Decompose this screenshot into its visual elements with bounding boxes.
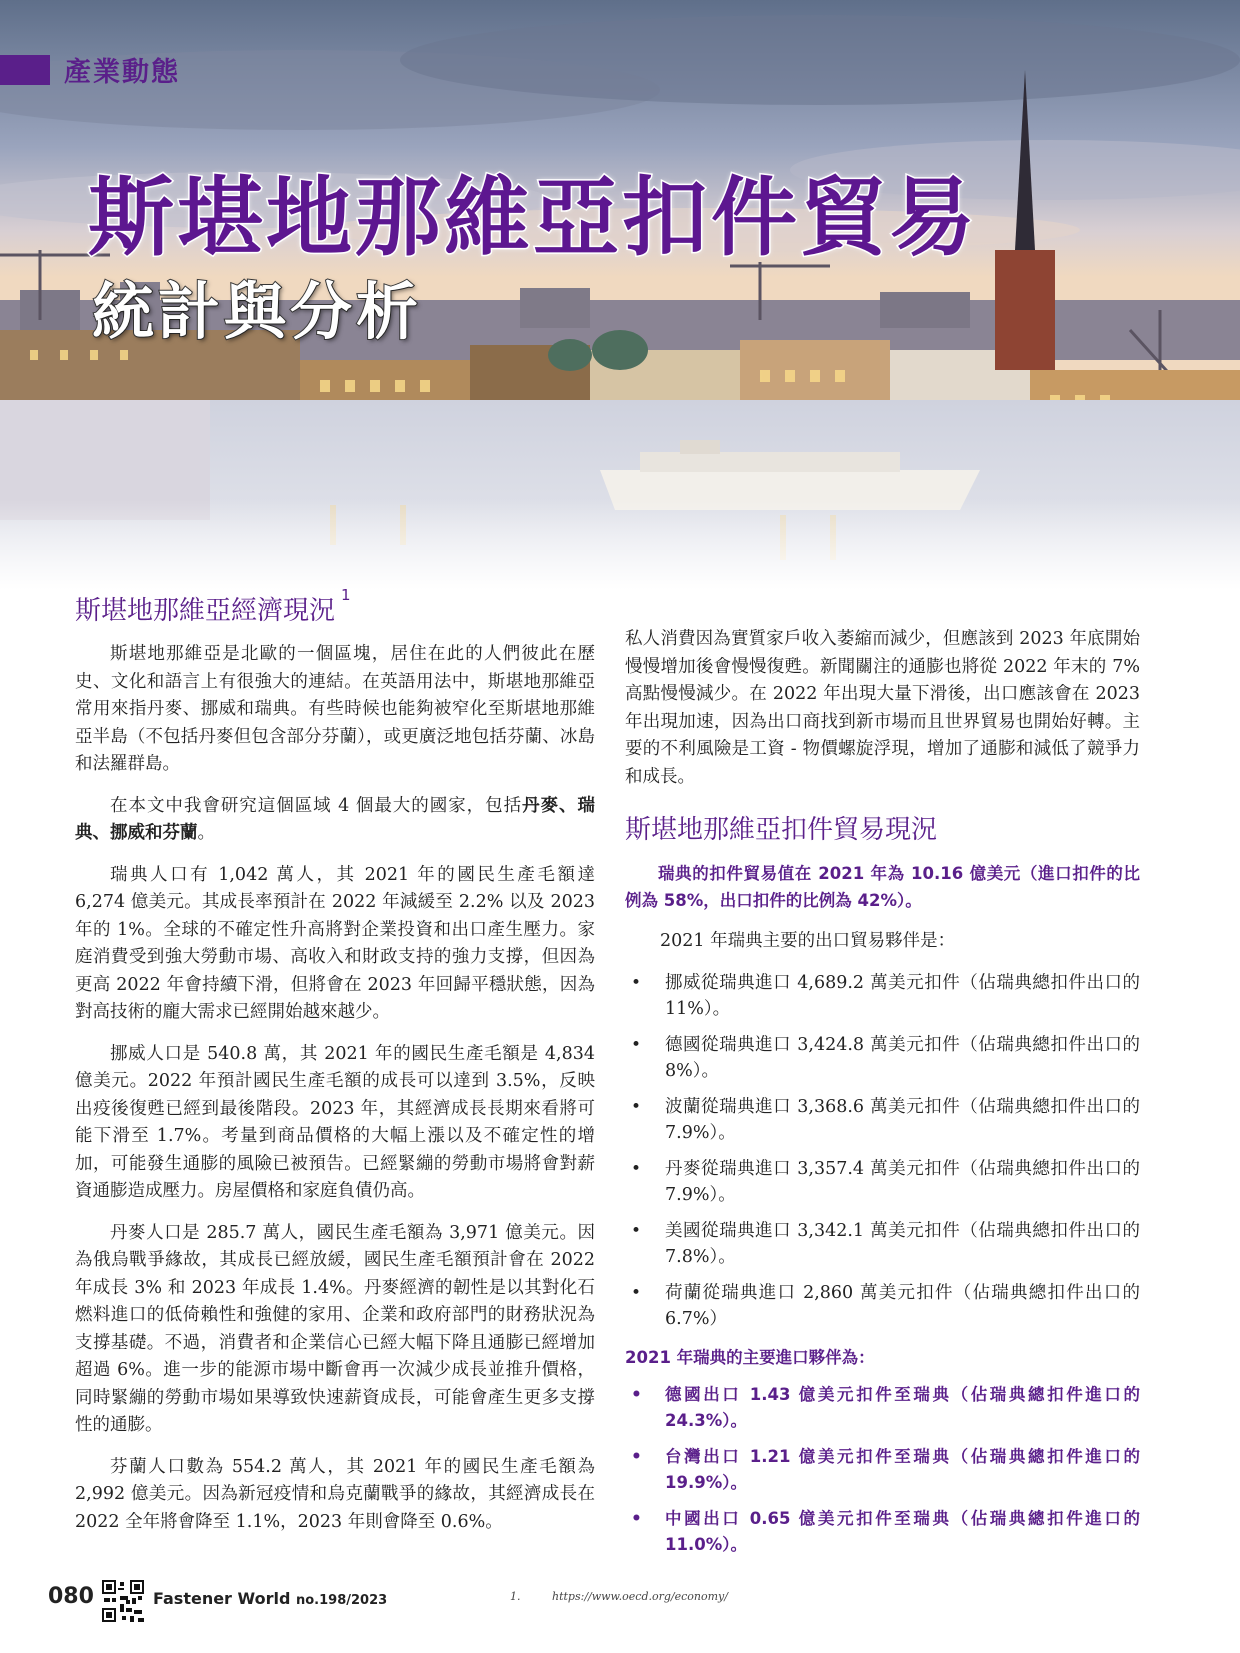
left-column — [75, 586, 596, 1550]
section-heading-economy-text: 斯堪地那維亞經濟現況 — [75, 596, 336, 626]
paragraph-finland-continued: 私人消費因為實質家戶收入萎縮而減少，但應該到 2023 年底開始慢慢增加後會慢慢復甦。新聞關注的通膨也將從 2022 年末的 7% 高點慢慢減少。在 2022 年出現大量下滑後，出口應該會在 2023 年出現加速，因為出口商找到新市場而且世界貿易也開始好轉。主要的不利風險是工資 - 物價螺旋浮現，增加了通膨和減低了競爭力和成長。 — [625, 629, 1140, 787]
export-partner-item — [625, 1032, 1140, 1084]
export-partner-item-text: 丹麥從瑞典進口 3,357.4 萬美元扣件（佔瑞典總扣件出口的 7.9%）。 — [665, 1158, 1140, 1205]
article-subtitle: 統計與分析 — [92, 275, 423, 348]
paragraph-scandinavia-intro: 斯堪地那維亞是北歐的一個區塊，居住在此的人們彼此在歷史、文化和語言上有很強大的連結。在英語用法中，斯堪地那維亞常用來指丹麥、挪威和瑞典。有些時候也能夠被窄化至斯堪地那維亞半島（不包括丹麥但包含部分芬蘭），或更廣泛地包括芬蘭、冰島和法羅群島。 — [75, 644, 595, 774]
countries-text: 在本文中我會研究這個區域 4 個最大的國家，包括 — [110, 795, 523, 816]
section-heading-economy — [75, 586, 595, 627]
import-partners-list — [625, 1382, 1140, 1558]
page-number: 080 — [48, 1584, 94, 1609]
export-partner-item — [625, 970, 1140, 1022]
bullet-icon: • — [631, 972, 642, 993]
paragraph-norway: 挪威人口是 540.8 萬，其 2021 年的國民生產毛額是 4,834 億美元。2022 年預計國民生產毛額的成長可以達到 3.5%，反映出疫後復甦已經到最後階段。2023 年，其經濟成長長期來看將可能下滑至 1.7%。考量到商品價格的大幅上漲以及不確定性的增加，可能發生通膨的風險已被預告。已經緊繃的勞動市場將會對薪資通膨造成壓力。房屋價格和家庭負債仍高。 — [75, 1043, 595, 1201]
export-partner-item-text: 德國從瑞典進口 3,424.8 萬美元扣件（佔瑞典總扣件出口的 8%）。 — [665, 1034, 1140, 1081]
section-tag-bar — [0, 55, 50, 85]
export-partners-list — [625, 970, 1140, 1332]
section-tag — [0, 50, 180, 89]
countries-end: 。 — [197, 823, 215, 843]
paragraph-denmark: 丹麥人口是 285.7 萬人，國民生產毛額為 3,971 億美元。因為俄烏戰爭緣故，其成長已經放緩，國民生產毛額預計會在 2022 年成長 3% 和 2023 年成長 1.4%。丹麥經濟的韌性是以其對化石燃料進口的低倚賴性和強健的家用、企業和政府部門的財務狀況為支撐基礎。不過，消費者和企業信心已經大幅下降且通膨已經增加超過 6%。進一步的能源市場中斷會再一次減少成長並推升價格，同時緊繃的勞動市場如果導致快速薪資成長，可能會產生更多支撐性的通膨。 — [75, 1222, 595, 1435]
export-partner-item — [625, 1218, 1140, 1270]
import-partner-item — [625, 1382, 1140, 1434]
page-footer — [0, 1575, 1240, 1635]
bullet-icon: • — [631, 1508, 642, 1529]
trade-value-highlight: 瑞典的扣件貿易值在 2021 年為 10.16 億美元（進口扣件的比例為 58%，出口扣件的比例為 42%）。 — [625, 864, 1140, 910]
import-partner-item-text: 台灣出口 1.21 億美元扣件至瑞典（佔瑞典總扣件進口的 19.9%）。 — [665, 1446, 1140, 1492]
paragraph-sweden: 瑞典人口有 1,042 萬人，其 2021 年的國民生產毛額達 6,274 億美元。其成長率預計在 2022 年減緩至 2.2% 以及 2023 年的 1%。全球的不確定性升高將對企業投資和出口產生壓力。家庭消費受到強大勞動市場、高收入和財政支持的強力支撐，但因為更高 2022 年會持續下滑，但將會在 2023 年回歸平穩狀態，因為對高技術的龐大需求已經開始越來越少。 — [75, 864, 595, 1022]
magazine-issue: no.198/2023 — [296, 1593, 388, 1608]
bullet-icon: • — [631, 1384, 642, 1405]
bullet-icon: • — [631, 1282, 642, 1303]
right-column — [625, 590, 1140, 1570]
countries-highlight: 丹麥、瑞典、挪威和芬蘭 — [75, 795, 596, 843]
bullet-icon: • — [631, 1220, 642, 1241]
import-partner-item — [625, 1444, 1140, 1496]
export-partner-item-text: 挪威從瑞典進口 4,689.2 萬美元扣件（佔瑞典總扣件出口的 11%）。 — [665, 972, 1140, 1019]
paragraph-countries — [75, 793, 595, 848]
magazine-name — [153, 1589, 387, 1608]
paragraph-finland: 芬蘭人口數為 554.2 萬人，其 2021 年的國民生產毛額為 2,992 億美元。因為新冠疫情和烏克蘭戰爭的緣故，其經濟成長在 2022 全年將會降至 1.1%，2023 年則會降至 0.6%。 — [75, 1456, 595, 1532]
footnote-number: 1. — [510, 1590, 521, 1603]
section-tag-label: 產業動態 — [64, 57, 180, 88]
section-heading-trade: 斯堪地那維亞扣件貿易現況 — [625, 815, 938, 845]
export-partner-item — [625, 1156, 1140, 1208]
import-partner-item-text: 中國出口 0.65 億美元扣件至瑞典（佔瑞典總扣件進口的 11.0%）。 — [665, 1508, 1140, 1554]
export-partner-item — [625, 1094, 1140, 1146]
footnote-ref: 1 — [341, 586, 351, 604]
import-partner-item-text: 德國出口 1.43 億美元扣件至瑞典（佔瑞典總扣件進口的 24.3%）。 — [665, 1384, 1140, 1430]
import-partners-label: 2021 年瑞典的主要進口夥伴為： — [625, 1347, 875, 1367]
article-title: 斯堪地那維亞扣件貿易 — [88, 168, 978, 268]
export-partner-item-text: 荷蘭從瑞典進口 2,860 萬美元扣件（佔瑞典總扣件出口的 6.7%） — [665, 1282, 1140, 1329]
bullet-icon: • — [631, 1034, 642, 1055]
export-partner-item — [625, 1280, 1140, 1332]
bullet-icon: • — [631, 1158, 642, 1179]
export-partner-item-text: 美國從瑞典進口 3,342.1 萬美元扣件（佔瑞典總扣件出口的 7.8%）。 — [665, 1220, 1140, 1267]
export-partners-label: 2021 年瑞典主要的出口貿易夥伴是： — [660, 931, 956, 951]
bullet-icon: • — [631, 1096, 642, 1117]
export-partner-item-text: 波蘭從瑞典進口 3,368.6 萬美元扣件（佔瑞典總扣件出口的 7.9%）。 — [665, 1096, 1140, 1143]
qr-code-icon — [102, 1580, 144, 1622]
bullet-icon: • — [631, 1446, 642, 1467]
footnote-url: https://www.oecd.org/economy/ — [552, 1590, 728, 1603]
import-partner-item — [625, 1506, 1140, 1558]
magazine-title: Fastener World — [153, 1589, 291, 1608]
